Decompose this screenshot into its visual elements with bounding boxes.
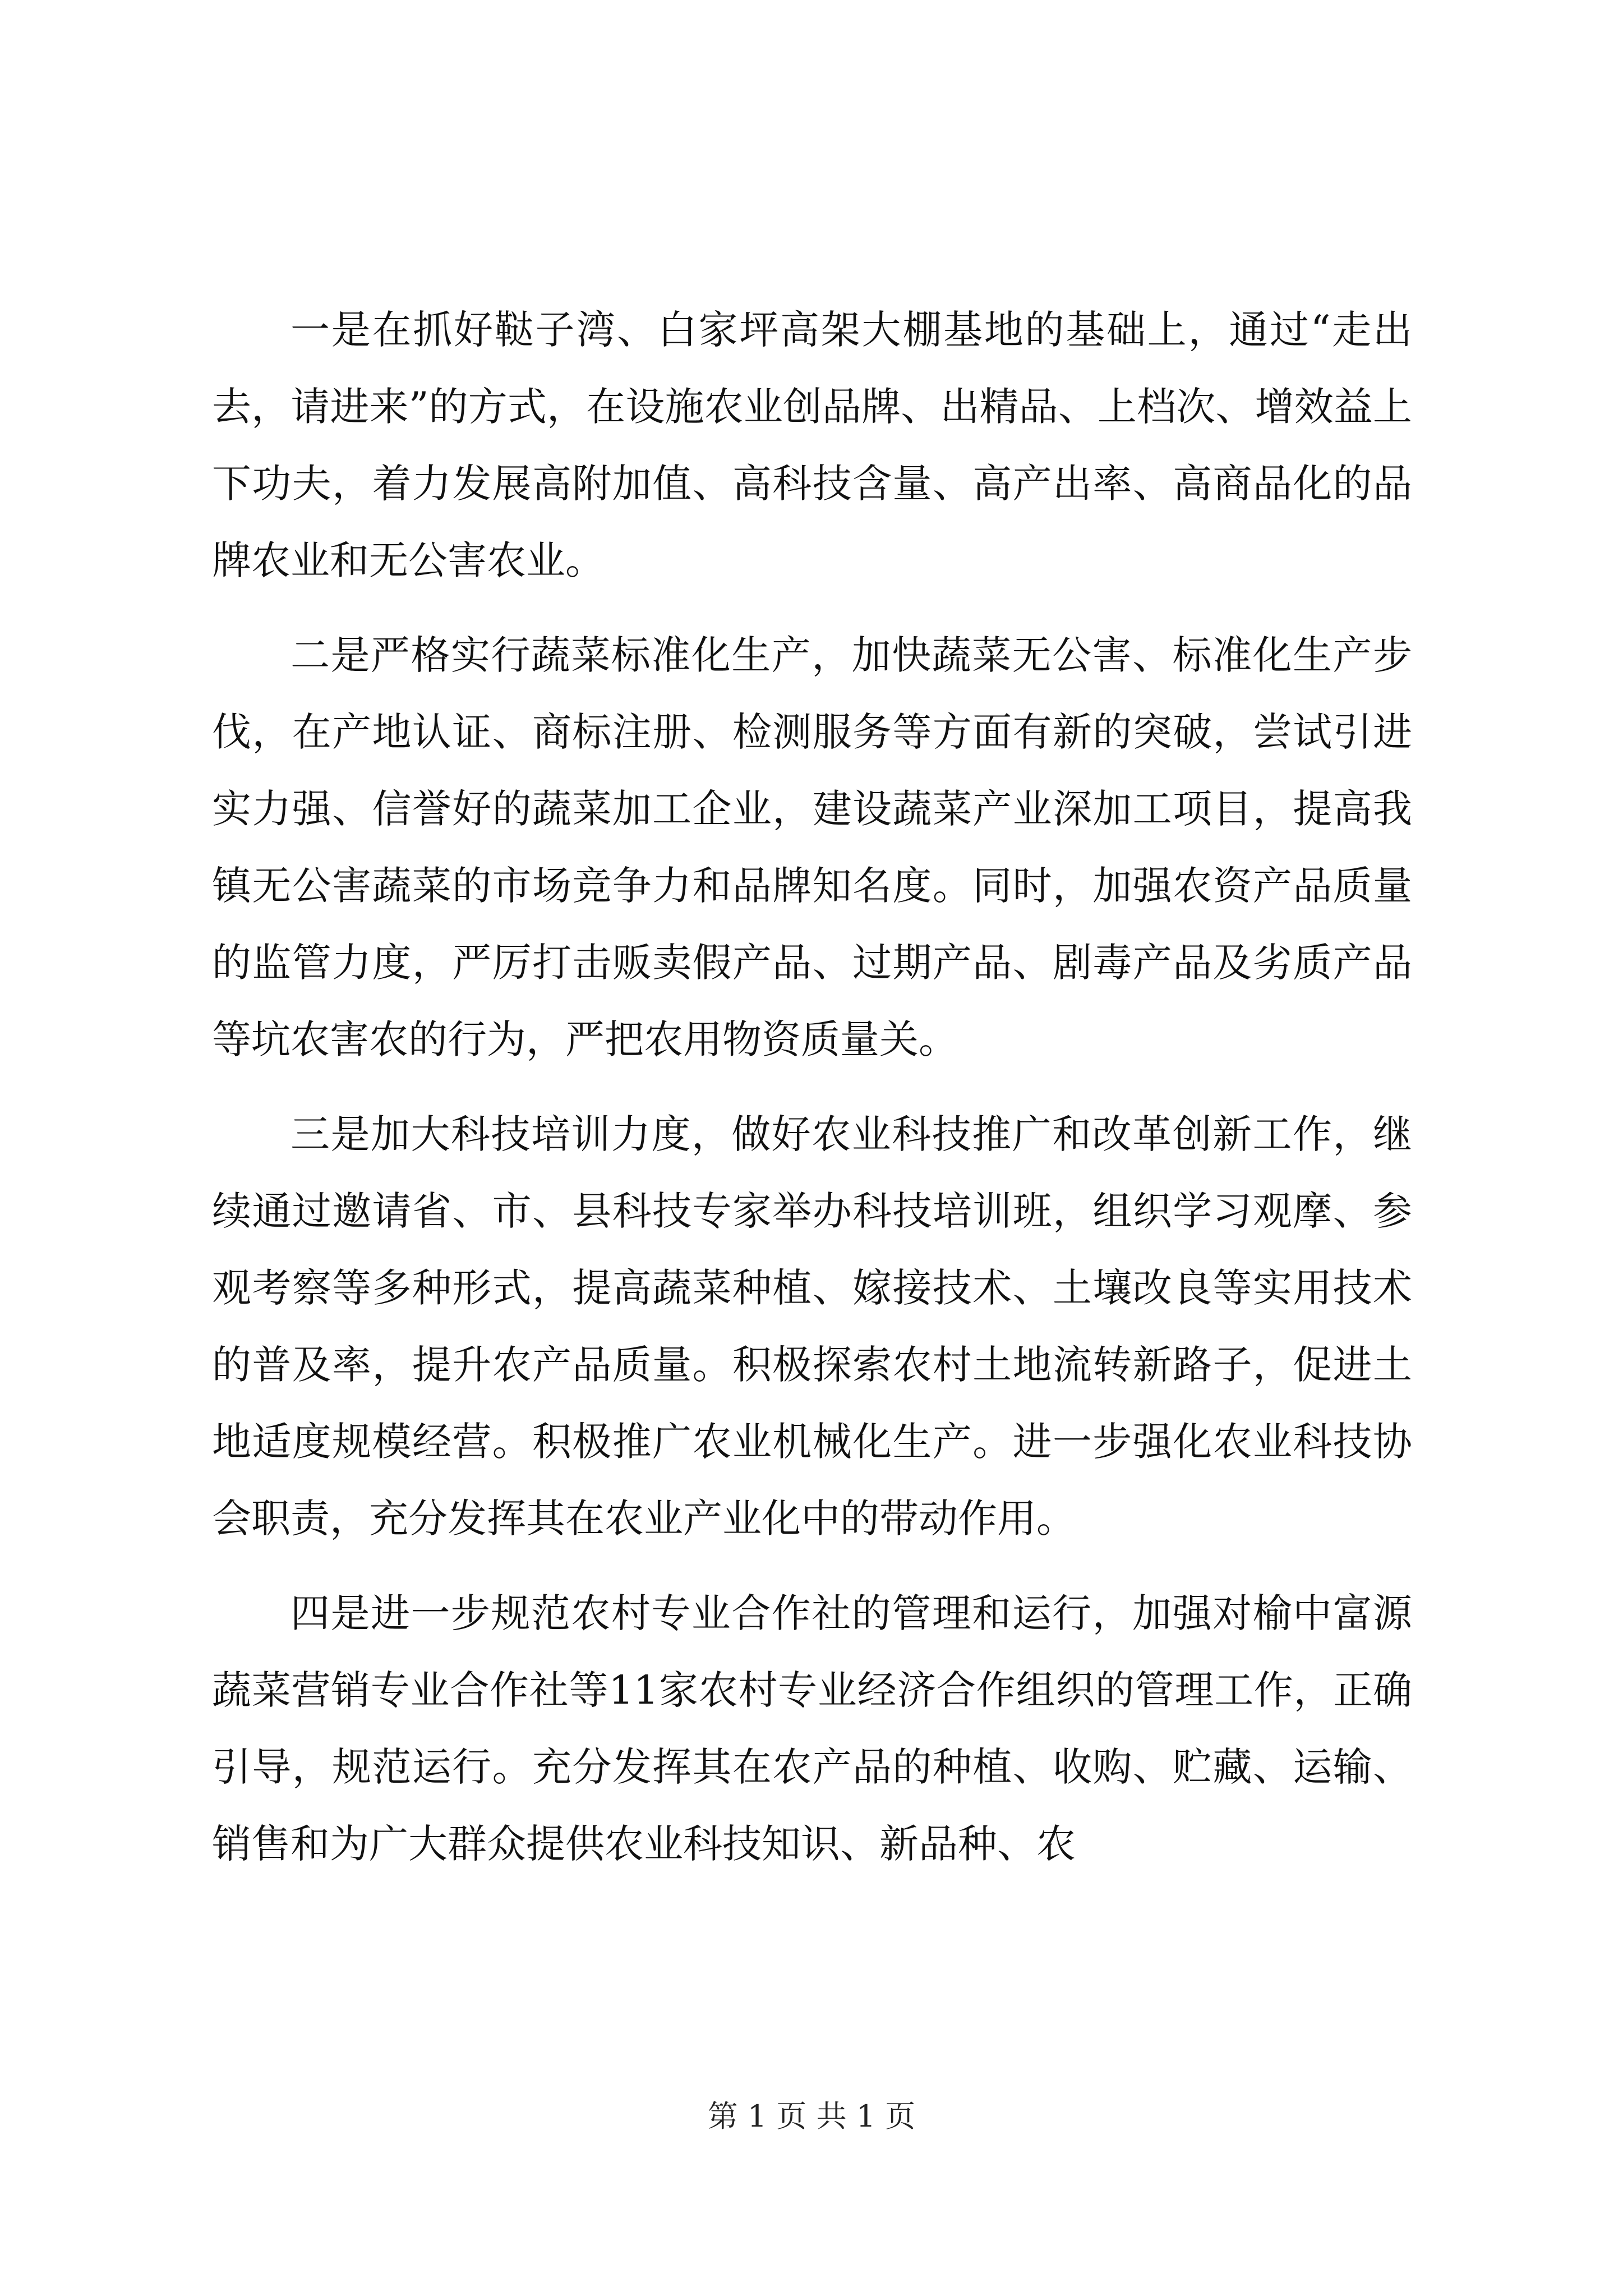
paragraph-3: 三是加大科技培训力度，做好农业科技推广和改革创新工作，继续通过邀请省、市、县科技专家举办科技培训班，组织学习观摩、参观考察等多种形式，提高蔬菜种植、嫁接技术、土壤改良等实用技术的普及率，提升农产品质量。积极探索农村土地流转新路子，促进土地适度规模经营。积极推广农业机械化生产。进一步强化农业科技协会职责，充分发挥其在农业产业化中的带动作用。 bbox=[212, 1111, 1412, 1542]
paragraph-2: 二是严格实行蔬菜标准化生产，加快蔬菜无公害、标准化生产步伐，在产地认证、商标注册、检测服务等方面有新的突破，尝试引进实力强、信誉好的蔬菜加工企业，建设蔬菜产业深加工项目，提高我镇无公害蔬菜的市场竞争力和品牌知名度。同时，加强农资产品质量的监管力度，严厉打击贩卖假产品、过期产品、剧毒产品及劣质产品等坑农害农的行为，严把农用物资质量关。 bbox=[212, 632, 1412, 1062]
page-number-label: 第 1 页 共 1 页 bbox=[707, 2099, 916, 2134]
document-body bbox=[212, 292, 1412, 1901]
paragraph-1: 一是在抓好鞑子湾、白家坪高架大棚基地的基础上，通过“走出去，请进来”的方式，在设施农业创品牌、出精品、上档次、增效益上下功夫，着力发展高附加值、高科技含量、高产出率、高商品化的品牌农业和无公害农业。 bbox=[212, 307, 1412, 583]
page-footer bbox=[0, 2092, 1623, 2136]
paragraph-4: 四是进一步规范农村专业合作社的管理和运行，加强对榆中富源蔬菜营销专业合作社等11家农村专业经济合作组织的管理工作，正确引导，规范运行。充分发挥其在农产品的种植、收购、贮藏、运输、销售和为广大群众提供农业科技知识、新品种、农 bbox=[212, 1590, 1412, 1867]
